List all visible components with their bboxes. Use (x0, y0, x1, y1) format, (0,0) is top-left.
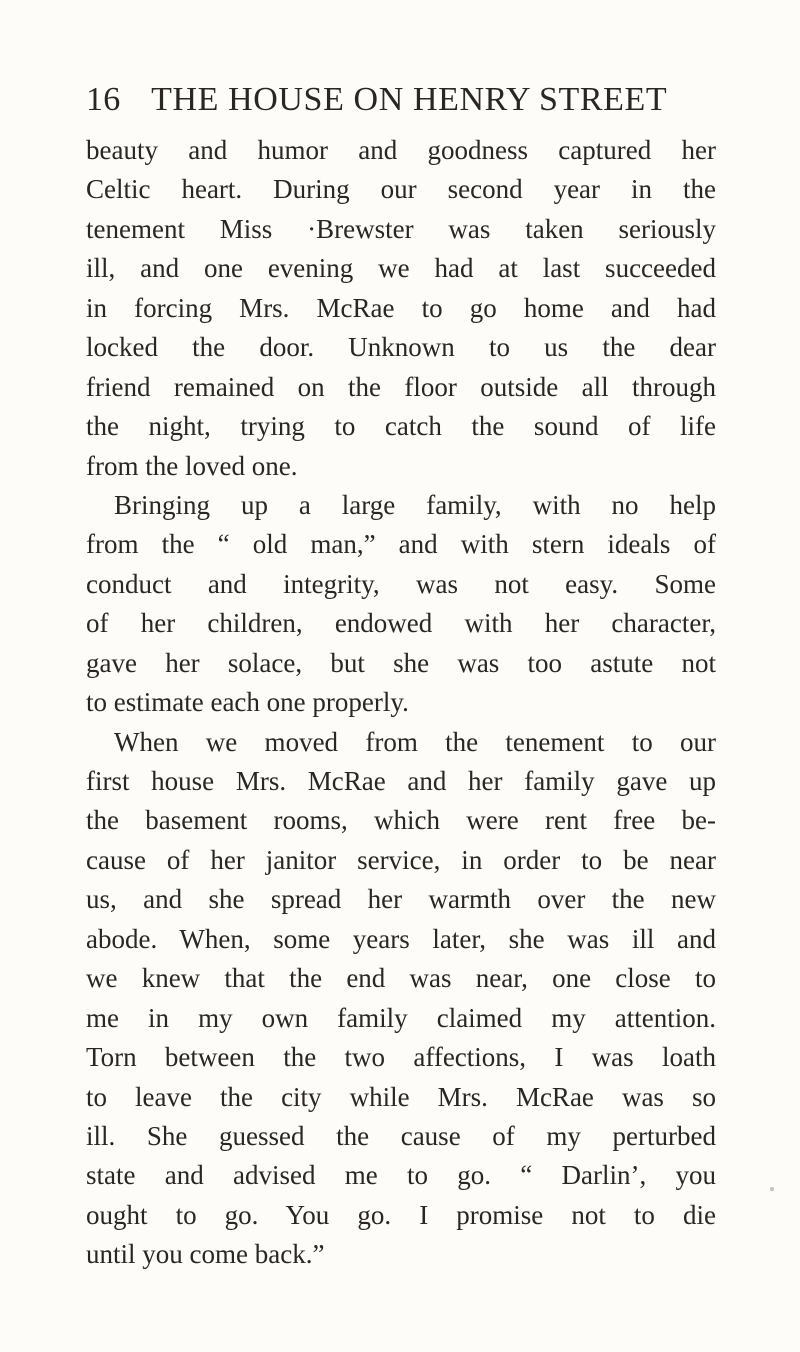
page-number: 16 (86, 81, 121, 118)
text-line: from the “ old man,” and with stern ideals of (86, 529, 716, 560)
paragraph-1 (86, 131, 716, 486)
text-line: Torn between the two affections, I was loath (86, 1042, 716, 1073)
text-line: abode. When, some years later, she was ill and (86, 923, 716, 954)
text-line: me in my own family claimed my attention. (86, 1002, 716, 1033)
text-line: state and advised me to go. “ Darlin’, you (86, 1160, 716, 1191)
text-line: locked the door. Unknown to us the dear (86, 332, 716, 363)
running-title: THE HOUSE ON HENRY STREET (151, 81, 668, 118)
text-line: gave her solace, but she was too astute not (86, 647, 716, 678)
body-text (86, 131, 716, 1275)
text-line: friend remained on the floor outside all through (86, 371, 716, 402)
text-line: of her children, endowed with her character, (86, 608, 716, 639)
text-line: to estimate each one properly. (86, 687, 409, 718)
text-line: ought to go. You go. I promise not to die (86, 1199, 716, 1230)
paper-speck (770, 1187, 774, 1191)
text-line: tenement Miss ·Brewster was taken seriously (86, 213, 716, 244)
text-line: us, and she spread her warmth over the new (86, 884, 716, 915)
text-line: ill, and one evening we had at last succeeded (86, 253, 716, 284)
paragraph-2 (86, 486, 716, 723)
text-line: ill. She guessed the cause of my perturbed (86, 1120, 716, 1151)
text-line: Celtic heart. During our second year in the (86, 174, 716, 205)
text-line: conduct and integrity, was not easy. Some (86, 568, 716, 599)
text-line: until you come back.” (86, 1239, 325, 1270)
text-line: first house Mrs. McRae and her family gave up (86, 766, 716, 796)
running-header (86, 80, 716, 120)
text-line: When we moved from the tenement to our (114, 726, 716, 757)
text-line: from the loved one. (86, 450, 298, 481)
text-line: the basement rooms, which were rent free be- (86, 805, 716, 836)
text-line: beauty and humor and goodness captured her (86, 135, 716, 165)
text-line: we knew that the end was near, one close to (86, 963, 716, 994)
text-line: Bringing up a large family, with no help (114, 489, 716, 520)
text-line: cause of her janitor service, in order to be near (86, 844, 716, 875)
text-line: in forcing Mrs. McRae to go home and had (86, 292, 716, 323)
text-line: the night, trying to catch the sound of life (86, 411, 716, 442)
paragraph-3 (86, 723, 716, 1275)
text-line: to leave the city while Mrs. McRae was so (86, 1081, 716, 1112)
